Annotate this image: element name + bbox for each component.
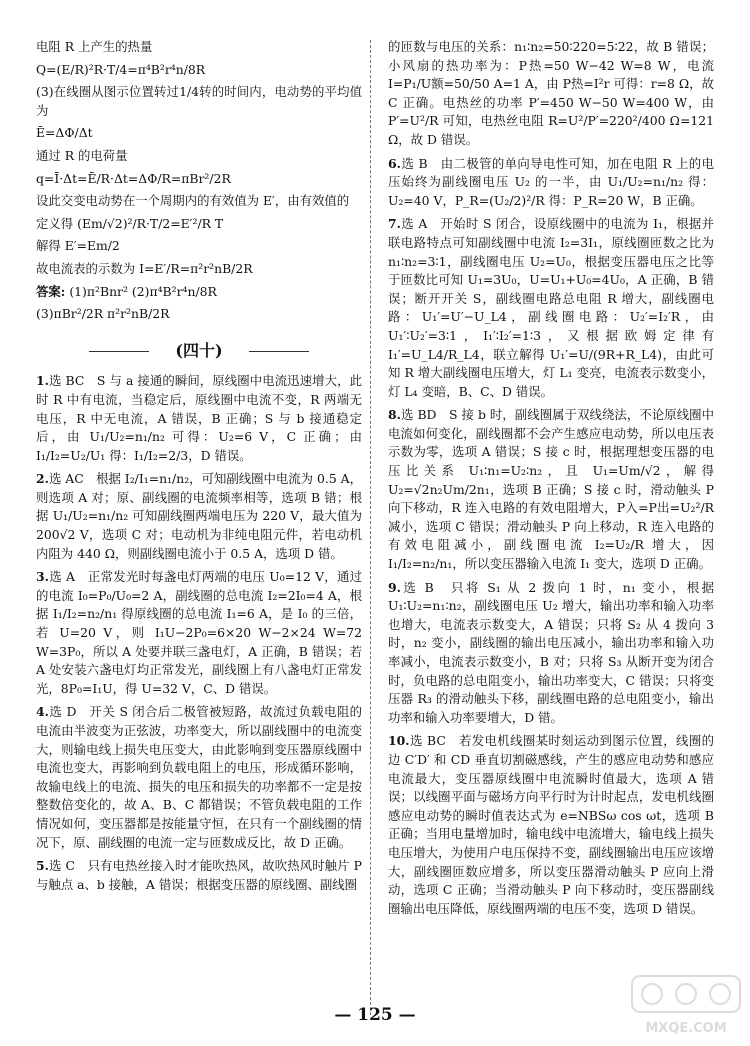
item-text: 选 B 只将 S₁ 从 2 拨向 1 时，n₁ 变小，根据 U₁∶U₂=n₁∶n₂，副线圈电压 U₂ 增大，输出功率和输入功率也增大，电流表示数变大，A 错误；只将 S₂ 从 4 拨向 3 时，n₂ 变小，副线圈的输出电压减小，输出功率和输入功率减小，电流表示数变小，B 对；只将 S₃ 从断开变为闭合时，负电路的总电阻变小，输出功率变大，C 错误；只将变压器 R₃ 的滑动触头下移，副线圈电路的总电阻变小，输出功率和输入功率要增大，D 错。 xyxy=(388,579,714,725)
formula-line: Ē=ΔΦ/Δt xyxy=(36,125,93,141)
item-number: 2. xyxy=(36,471,49,487)
item-text: 选 BC S 与 a 接通的瞬间，原线圈中电流迅速增大，此时 R 中有电流，当稳定后，原线圈中电流不变，R 两端无电压，R 中无电流，A 错误，B 正确；S 与 b 接通稳定后，由 U₁/U₂=n₁/n₂ 可得：U₂=6 V，C 正确；由 I₁/I₂=U₂/U₁ 得：I₁/I₂=2/3，D 错误。 xyxy=(36,373,362,463)
item-text: 选 AC 根据 I₂/I₁=n₁/n₂，可知副线圈中电流为 0.5 A，则选项 A 对；原、副线圈的电流频率相等，选项 B 错；根据 U₁/U₂=n₁/n₂ 可知副线圈两端电压为 220 V，最大值为 200√2 V，选项 C 对；电动机为非纯电阻元件，若电动机内阻为 440 Ω，则副线圈电流小于 0.5 A，选项 D 错。 xyxy=(36,471,362,561)
item-text: 选 BC 若发电机线圈某时刻运动到图示位置，线圈的边 C′D′ 和 CD 垂直切割磁感线，产生的感应电动势和感应电流最大，变压器原线圈中电流瞬时值最大，选项 A 错误；以线圈平面与磁场方向平行时为计时起点，发电机线圈感应电动势的瞬时值表达式为 e=NBSω cos ωt，选项 B 正确；当用电量增加时，输电线中电流增大，输电线上损失电压增大，为使用户电压保持不变，副线圈输出电压应该增大，副线圈匝数应增多，所以变压器滑动触头 P 应向上滑动，选项 C 正确；当滑动触头 P 向下移动时，变压器副线圈输出电压降低，原线圈两端的电压不变，选项 D 错误。 xyxy=(388,733,714,916)
section-title xyxy=(36,342,362,361)
formula-line: Q=(E/R)²R·T/4=π⁴B²r⁴n/8R xyxy=(36,61,206,77)
item-text: 选 A 正常发光时每盏电灯两端的电压 U₀=12 V，通过的电流 I₀=P₀/U₀=2 A，副线圈的总电流 I₂=2I₀=4 A，根据 I₁/I₂=n₂/n₁ 得原线圈的总电流 I₁=6 A，是 I₀ 的三倍，若 U=20 V，则 I₁U−2P₀=6×20 W−2×24 W=72 W=3P₀，所以 A 处要并联三盏电灯，A 正确，B 错误；若 A 处安装六盏电灯均正常发光，副线圈上有八盏电灯正常发光，8P₀=I₁U，得 U=32 V，C、D 错误。 xyxy=(36,569,362,696)
item-text: 选 C 只有电热丝接入时才能吹热风，故吹热风时触片 P 与触点 a、b 接触，A 错误；根据变压器的原线圈、副线圈 xyxy=(36,858,362,892)
right-column xyxy=(388,38,714,923)
solution-item xyxy=(388,215,714,401)
item-text: 选 B 由二极管的单向导电性可知，加在电阻 R 上的电压始终为副线圈电压 U₂ 的一半，由 U₁/U₂=n₁/n₂ 得：U₂=40 V，P_R=(U₂/2)²/R 得：P_R=20 W，B 正确。 xyxy=(388,155,714,208)
formula-line: 解得 E′=Em/2 xyxy=(36,238,120,254)
paragraph: 电阻 R 上产生的热量 xyxy=(36,39,153,54)
item-number: 5. xyxy=(36,858,49,874)
item-number: 9. xyxy=(388,579,401,595)
item-number: 3. xyxy=(36,569,49,585)
solution-item xyxy=(36,703,362,852)
item-number: 8. xyxy=(388,407,401,423)
item-text: 选 A 开始时 S 闭合，设原线圈中的电流为 I₁，根据并联电路特点可知副线圈中电流 I₂=3I₁，原线圈匝数之比为 n₁∶n₂=3∶1，副线圈电压 U₂=U₀，根据变压器电压之比等于匝数比可知 U₁=3U₀，U=U₁+U₀=4U₀，A 正确，B 错误；断开开关 S，副线圈电路总电阻 R 增大，副线圈电路：U₁′=U′−U_L4，副线圈电路：U₂′=I₂′R，由 U₁′∶U₂′=3∶1，I₁′∶I₂′=1∶3，又根据欧姆定律有 I₁′=U_L4/R_L4，联立解得 U₁′=U/(9R+R_L4)，由此可知 R 增大副线圈电压增大，灯 L₁ 变亮，电流表示数变小，灯 L₄ 变暗，B、C、D 错误。 xyxy=(388,216,714,399)
watermark-logo xyxy=(630,974,742,1040)
answer-text: (1)π²Bnr² (2)π⁴B²r⁴n/8R xyxy=(69,283,217,299)
answer-line xyxy=(36,283,362,302)
solution-item xyxy=(388,732,714,918)
answer-line: (3)πBr²/2R π²r²nB/2R xyxy=(36,306,170,322)
solution-item xyxy=(388,38,714,150)
item-text: 选 BD S 接 b 时，副线圈属于双线绕法，不论原线圈中电流如何变化，副线圈都不会产生感应电动势，所以电压表示数为零，选项 A 错误；S 接 c 时，根据理想变压器的电压比关系 U₁∶n₁=U₂∶n₂，且 U₁=Um/√2，解得 U₂=√2n₂Um/2n₁，选项 B 正确；S 接 c 时，滑动触头 P 向下移动，R 连入电路的有效电阻增大，P入=P出=U₂²/R 减小，选项 C 错误；滑动触头 P 向上移动，R 连入电路的有效电阻减小，副线圈电流 I₂=U₂/R 增大，因 I₁/I₂=n₂/n₁，所以变压器输入电流 I₁ 变大，选项 D 正确。 xyxy=(388,407,714,572)
solution-item xyxy=(388,155,714,211)
solution-item xyxy=(36,568,362,698)
paragraph: 通过 R 的电荷量 xyxy=(36,147,128,163)
item-number: 7. xyxy=(388,216,401,232)
left-column xyxy=(36,38,362,899)
item-text: 选 D 开关 S 闭合后二极管被短路，故流过负载电阻的电流由半波变为正弦波，功率变大，所以副线圈中的电流变大，则输电线上损失电压变大，由此影响到变压器原线圈中电流也变大，再影响到负载电阻上的电压，形成循环影响，故输电线上的电流、损失的电压和损失的功率都不一定是按整数倍变化的，故 A、B、C 都错误；不管负载电阻的工作情况如何，变压器都是按能量守恒，在只有一个副线圈的情况下，原、副线圈的电流一定与匝数成反比，故 D 正确。 xyxy=(36,704,362,850)
solution-item xyxy=(388,579,714,728)
section-title-text: (四十) xyxy=(149,342,248,361)
formula-line: q=Ī·Δt=Ē/R·Δt=ΔΦ/R=πBr²/2R xyxy=(36,170,231,186)
item-number: 10. xyxy=(388,733,410,749)
solution-item xyxy=(36,857,362,894)
formula-line: 定义得 (Em/√2)²/R·T/2=E′²/R T xyxy=(36,215,224,231)
item-number: 4. xyxy=(36,704,49,720)
solution-item xyxy=(36,470,362,563)
solution-item xyxy=(36,372,362,465)
watermark-text: MXQE.COM xyxy=(645,1021,727,1036)
paragraph: (3)在线圈从图示位置转过1/4转的时间内，电动势的平均值为 xyxy=(36,84,362,118)
item-number: 1. xyxy=(36,373,49,389)
item-number: 6. xyxy=(388,155,401,171)
answer-label: 答案: xyxy=(36,283,66,299)
item-text: 的匝数与电压的关系：n₁∶n₂=50∶220=5∶22，故 B 错误；小风扇的热功率为：P热=50 W−42 W=8 W，电流 I=P₁/U额=50/50 A=1 A，由 P热=I²r 可得：r=8 Ω，故 C 正确。电热丝的功率 P′=450 W−50 W=400 W，由 P′=U²/R 可知，电热丝电阻 R=U²/P′=220²/400 Ω=121 Ω，故 D 错误。 xyxy=(388,39,714,147)
paragraph: 设此交变电动势在一个周期内的有效值为 E′，由有效值的 xyxy=(36,193,350,209)
column-divider xyxy=(370,40,371,1015)
page-number: — 125 — xyxy=(334,1005,416,1025)
formula-line: 故电流表的示数为 I=E′/R=π²r²nB/2R xyxy=(36,260,253,276)
solution-item xyxy=(388,406,714,573)
